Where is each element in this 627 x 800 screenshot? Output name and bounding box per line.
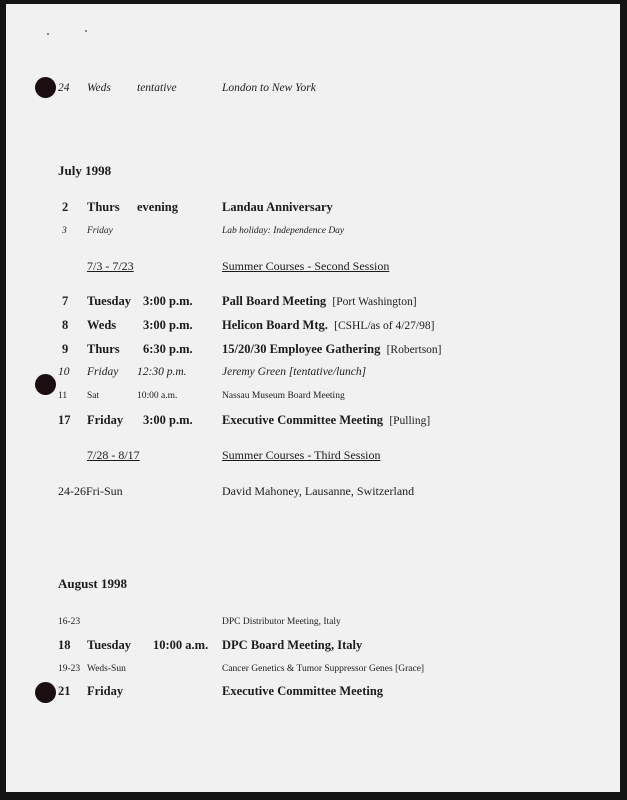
event — [222, 292, 417, 311]
event-note: [Pulling] — [389, 415, 431, 427]
day: 3 — [62, 226, 67, 236]
day: 18 — [58, 638, 71, 652]
day: 17 — [58, 413, 71, 427]
time: 10:00 a.m. — [153, 638, 209, 652]
time: 3:00 p.m. — [143, 318, 193, 332]
heading-text: August 1998 — [58, 576, 127, 591]
event: Nassau Museum Board Meeting — [222, 391, 345, 401]
event: Summer Courses - Second Session — [222, 259, 390, 273]
event: Jeremy Green [tentative/lunch] — [222, 366, 367, 378]
event: Executive Committee Meeting — [222, 684, 384, 698]
month-heading-july — [0, 162, 627, 180]
weekday: Thurs — [87, 200, 120, 214]
session-row — [0, 446, 627, 464]
schedule-row — [0, 411, 627, 429]
schedule-row — [0, 660, 627, 678]
event-note: [Port Washington] — [332, 296, 417, 308]
event-title: Pall Board Meeting — [222, 294, 327, 308]
scan-speck — [47, 33, 49, 35]
event: DPC Distributor Meeting, Italy — [222, 617, 341, 627]
event: Landau Anniversary — [222, 200, 333, 214]
weekday: Sat — [87, 391, 100, 401]
weekday: Tuesday — [87, 294, 132, 308]
day: 9 — [62, 342, 69, 356]
date-range: 7/28 - 8/17 — [87, 448, 140, 462]
event-title: Helicon Board Mtg. — [222, 318, 328, 332]
event: DPC Board Meeting, Italy — [222, 638, 363, 652]
session-row — [0, 257, 627, 275]
time: 3:00 p.m. — [143, 294, 193, 308]
event — [222, 316, 434, 335]
weekday: Friday — [87, 366, 119, 378]
day: 16-23 — [58, 617, 81, 627]
weekday: Tuesday — [87, 638, 132, 652]
month-heading-august — [0, 575, 627, 593]
time: 10:00 a.m. — [137, 391, 178, 401]
weekday: Thurs — [87, 342, 120, 356]
schedule-row — [0, 292, 627, 310]
weekday: Friday — [87, 413, 124, 427]
schedule-row — [0, 79, 627, 97]
schedule-row — [0, 222, 627, 240]
date-range: 7/3 - 7/23 — [87, 259, 134, 273]
schedule-row — [0, 363, 627, 381]
schedule-row — [0, 316, 627, 334]
day: 7 — [62, 294, 69, 308]
event-title: Executive Committee Meeting — [222, 413, 384, 427]
event: London to New York — [222, 82, 316, 94]
weekday: Friday — [87, 226, 113, 236]
event — [222, 340, 442, 359]
scan-speck — [85, 30, 87, 32]
event — [222, 411, 430, 430]
day: 19-23 — [58, 664, 81, 674]
day: 24 — [58, 82, 70, 94]
weekday: Weds-Sun — [87, 664, 126, 674]
event: Summer Courses - Third Session — [222, 448, 381, 462]
schedule-row — [0, 636, 627, 654]
weekday: Weds — [87, 82, 111, 94]
weekday: Friday — [87, 684, 124, 698]
schedule-row — [0, 387, 627, 405]
weekday: Weds — [87, 318, 117, 332]
time: evening — [137, 200, 178, 214]
event-title: 15/20/30 Employee Gathering — [222, 342, 381, 356]
event: Cancer Genetics & Tumor Suppressor Genes [Grace] — [222, 664, 425, 674]
day: 8 — [62, 318, 69, 332]
heading-text: July 1998 — [58, 163, 112, 178]
day: 2 — [62, 200, 69, 214]
time: 6:30 p.m. — [143, 342, 193, 356]
event: David Mahoney, Lausanne, Switzerland — [222, 484, 415, 498]
event: Lab holiday: Independence Day — [222, 226, 345, 236]
time: 3:00 p.m. — [143, 413, 193, 427]
time: tentative — [137, 82, 177, 94]
day: 10 — [58, 366, 70, 378]
schedule-row — [0, 613, 627, 631]
time: 12:30 p.m. — [137, 366, 187, 378]
schedule-row — [0, 198, 627, 216]
day: 21 — [58, 684, 71, 698]
schedule-row — [0, 482, 627, 500]
schedule-row — [0, 682, 627, 700]
event-note: [Robertson] — [386, 344, 442, 356]
day: 24-26Fri-Sun — [58, 484, 123, 498]
event-note: [CSHL/as of 4/27/98] — [334, 320, 435, 332]
schedule-row — [0, 340, 627, 358]
day: 11 — [58, 391, 68, 401]
